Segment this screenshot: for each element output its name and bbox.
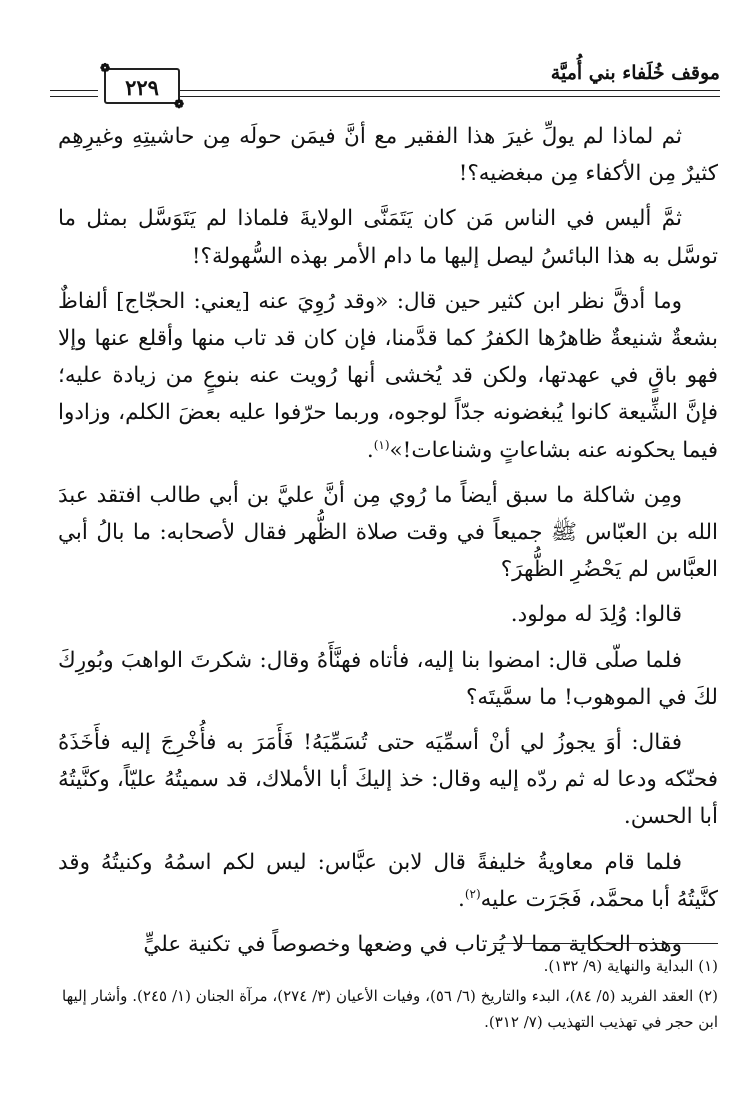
chapter-title: موقف خُلَفاء بني أُميَّة	[550, 62, 720, 84]
header-rule	[50, 90, 98, 91]
paragraph	[58, 283, 718, 469]
paragraph: فلما صلّى قال: امضوا بنا إليه، فأتاه فهنَّأَهُ وقال: شكرتَ الواهبَ وبُورِكَ لكَ في الموهوب! ما سمَّيتَه؟	[58, 647, 718, 710]
punctuation: .	[366, 437, 374, 463]
main-text	[58, 118, 718, 971]
paragraph: وهذه الحكاية مما لا يُرتاب في وضعها وخصوصاً في تكنية عليٍّ	[143, 932, 682, 958]
header-rule	[50, 96, 98, 97]
paragraph: ثم لماذا لم يولِّ غيرَ هذا الفقير مع أنَّ فيمَن حولَه مِن حاشيتِهِ وغيرِهِم كثيرٌ مِن الأكفاء مِن مبغضيه؟!	[58, 124, 718, 187]
header-rule	[180, 96, 720, 97]
running-header	[50, 50, 720, 111]
paragraph-text: وما أدقَّ نظر ابن كثير حين قال: «وقد رُوِيَ عنه [يعني: الحجّاج] ألفاظٌ بشعةٌ شنيعةٌ ظاهرُها الكفرُ كما قدَّمنا، فإن كان قد تاب منها وأقلع عنها وإلا فهو باقٍ في عهدتها، ولكن قد يُخشى أنها رُويت عنه بنوعٍ من زيادة عليه؛ فإنَّ الشِّيعة كانوا يُبغضونه جدّاً لوجوه، وربما حرّفوا عليه بعضَ الكلم، وزادوا فيما يحكونه عنه بشاعاتٍ وشناعات!»	[58, 288, 718, 463]
footnote: (٢) العقد الفريد (٥/ ٨٤)، البدء والتاريخ (٦/ ٥٦)، وفيات الأعيان (٣/ ٢٧٤)، مرآة الجنان (١/ ٢٤٥). وأشار إليها ابن حجر في تهذيب التهذيب (٧/ ٣١٢).	[62, 987, 718, 1031]
paragraph: ثمَّ أليس في الناس مَن كان يَتَمَنَّى الولايةَ فلماذا لم يَتَوَسَّل بمثل ما توسَّل به هذا البائسُ ليصل إليها ما دام الأمر بهذه السُّهولة؟!	[58, 206, 718, 269]
punctuation: .	[457, 886, 465, 912]
header-rule	[180, 90, 720, 91]
footnotes	[62, 953, 718, 1039]
paragraph: قالوا: وُلِدَ له مولود.	[510, 602, 682, 628]
paragraph: ومِن شاكلة ما سبق أيضاً ما رُوي مِن أنَّ عليَّ بن أبي طالب افتقد عبدَ الله بن العبّاس ﷺ جميعاً في وقت صلاة الظُّهر فقال لأصحابه: ما بالُ أبي العبَّاس لم يَحْضُرِ الظُّهرَ؟	[58, 482, 718, 583]
ornament-icon: ❁	[100, 61, 111, 75]
page-number-badge	[100, 61, 184, 111]
paragraph	[58, 844, 718, 918]
paragraph-text: فلما قام معاويةُ خليفةً قال لابن عبَّاس: ليس لكم اسمُهُ وكنيتُهُ وقد كنَّيتُهُ أبا محمَّد، فَجَرَت عليه	[58, 849, 718, 912]
page-number: ٢٢٩	[125, 75, 159, 100]
footnote: (١) البداية والنهاية (٩/ ١٣٢).	[543, 957, 718, 975]
footnote-reference: (١)	[373, 437, 390, 452]
footnote-separator	[493, 943, 718, 944]
footnote-reference: (٢)	[464, 886, 481, 901]
ornament-icon: ❁	[173, 97, 184, 111]
paragraph: فقال: أوَ يجوزُ لي أنْ أسمِّيَه حتى تُسَمِّيَهُ! فَأَمَرَ به فأُخْرِجَ إليه فأَخَذَهُ فحنّكه ودعا له ثم ردّه إليه وقال: خذ إليكَ أبا الأملاك، قد سميتُهُ عليّاً، وكنَّيتُهُ أبا الحسن.	[58, 730, 718, 830]
